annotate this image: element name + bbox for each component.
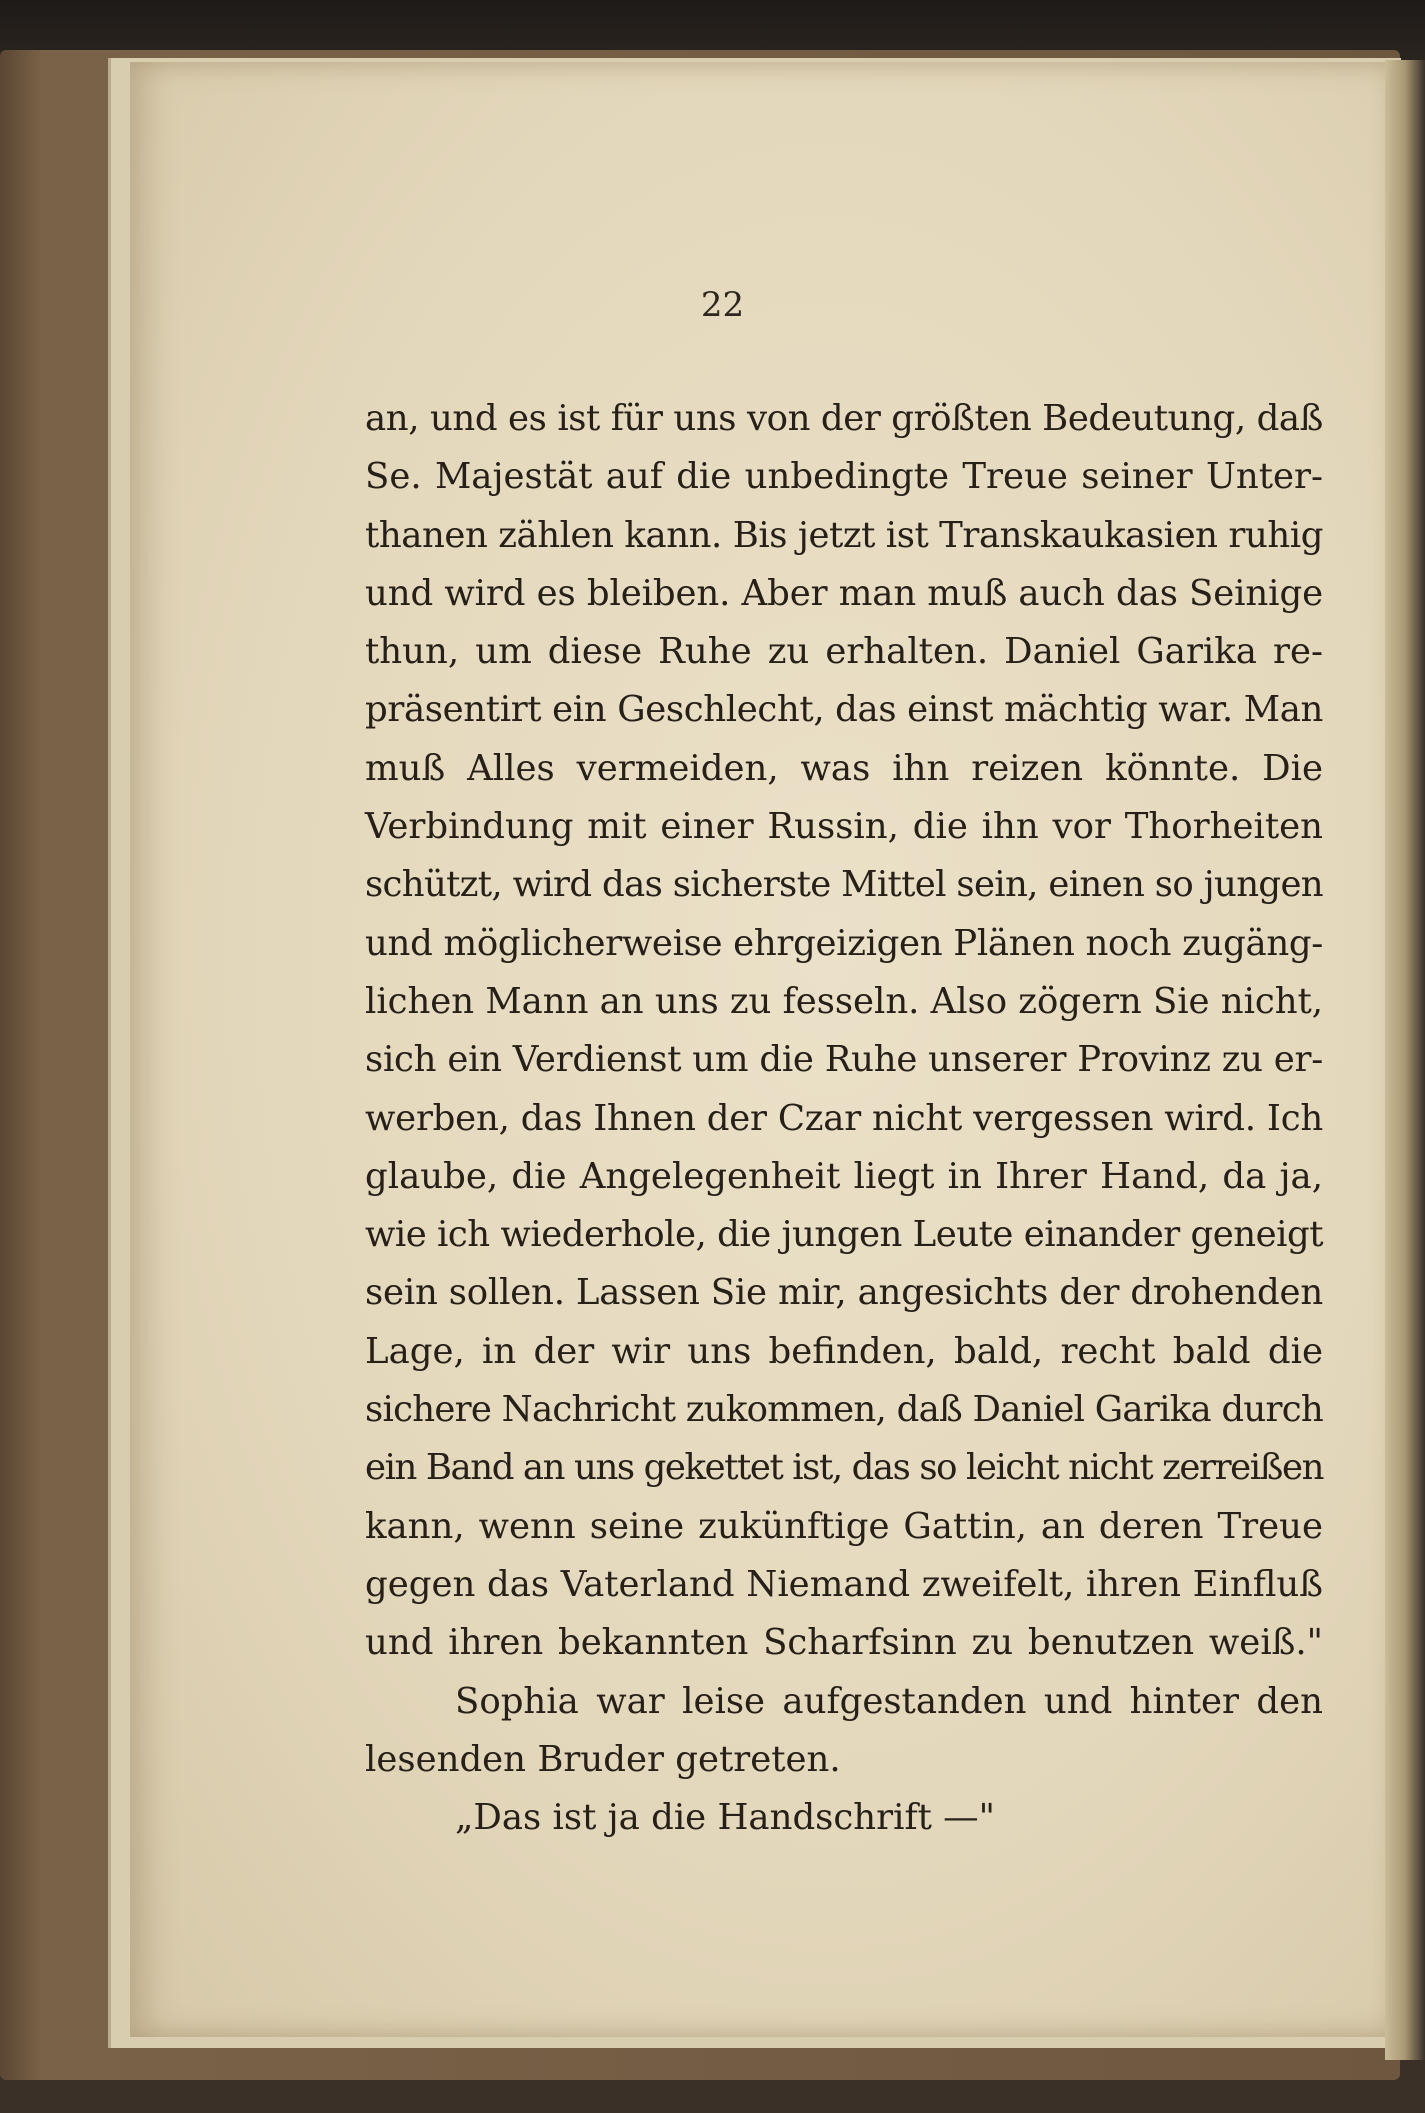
text-line: Se. Majestät auf die unbedingte Treue seiner Unter- [365, 456, 1323, 498]
paragraph-first-line: Sophia war leise aufgestanden und hinter den [455, 1680, 1323, 1722]
text-line: lichen Mann an uns zu fesseln. Also zögern Sie nicht, [365, 980, 1324, 1022]
text-line: sich ein Verdienst um die Ruhe unserer Provinz zu er- [365, 1039, 1324, 1081]
text-line: sein sollen. Lassen Sie mir, angesichts der drohenden [365, 1272, 1324, 1314]
gutter-shadow [1385, 60, 1425, 2060]
text-line: thun, um diese Ruhe zu erhalten. Daniel Garika re- [365, 631, 1323, 673]
text-line: Lage, in der wir uns befinden, bald, recht bald die [365, 1330, 1323, 1372]
text-line: und ihren bekannten Scharfsinn zu benutzen weiß." [365, 1622, 1323, 1664]
text-line: werben, das Ihnen der Czar nicht vergessen wird. Ich [365, 1097, 1323, 1139]
text-line: Verbindung mit einer Russin, die ihn vor Thorheiten [365, 806, 1323, 848]
text-line: kann, wenn seine zukünftige Gattin, an deren Treue [365, 1505, 1323, 1547]
text-line: ein Band an uns gekettet ist, das so leicht nicht zerreißen [365, 1447, 1324, 1489]
text-line: schützt, wird das sicherste Mittel sein, einen so jungen [365, 864, 1324, 906]
text-line: an, und es ist für uns von der größten Bedeutung, daß [365, 398, 1323, 439]
text-line: glaube, die Angelegenheit liegt in Ihrer Hand, da ja, [365, 1155, 1323, 1197]
text-line: und möglicherweise ehrgeizigen Plänen noch zugäng- [365, 922, 1323, 964]
text-line: präsentirt ein Geschlecht, das einst mächtig war. Man [365, 689, 1324, 731]
page-number: 22 [700, 285, 745, 325]
text-line: wie ich wiederhole, die jungen Leute einander geneigt [365, 1214, 1323, 1256]
text-line: sichere Nachricht zukommen, daß Daniel Garika durch [365, 1389, 1323, 1431]
text-line: gegen das Vaterland Niemand zweifelt, ihren Einfluß [365, 1563, 1323, 1605]
paragraph-last-line: lesenden Bruder getreten. [365, 1738, 841, 1780]
text-line: muß Alles vermeiden, was ihn reizen könnte. Die [365, 747, 1323, 789]
paragraph-first-line: „Das ist ja die Handschrift —" [455, 1797, 995, 1839]
body-text [365, 390, 1323, 1847]
text-line: thanen zählen kann. Bis jetzt ist Transkaukasien ruhig [365, 514, 1323, 556]
text-line: und wird es bleiben. Aber man muß auch das Seinige [365, 572, 1323, 614]
